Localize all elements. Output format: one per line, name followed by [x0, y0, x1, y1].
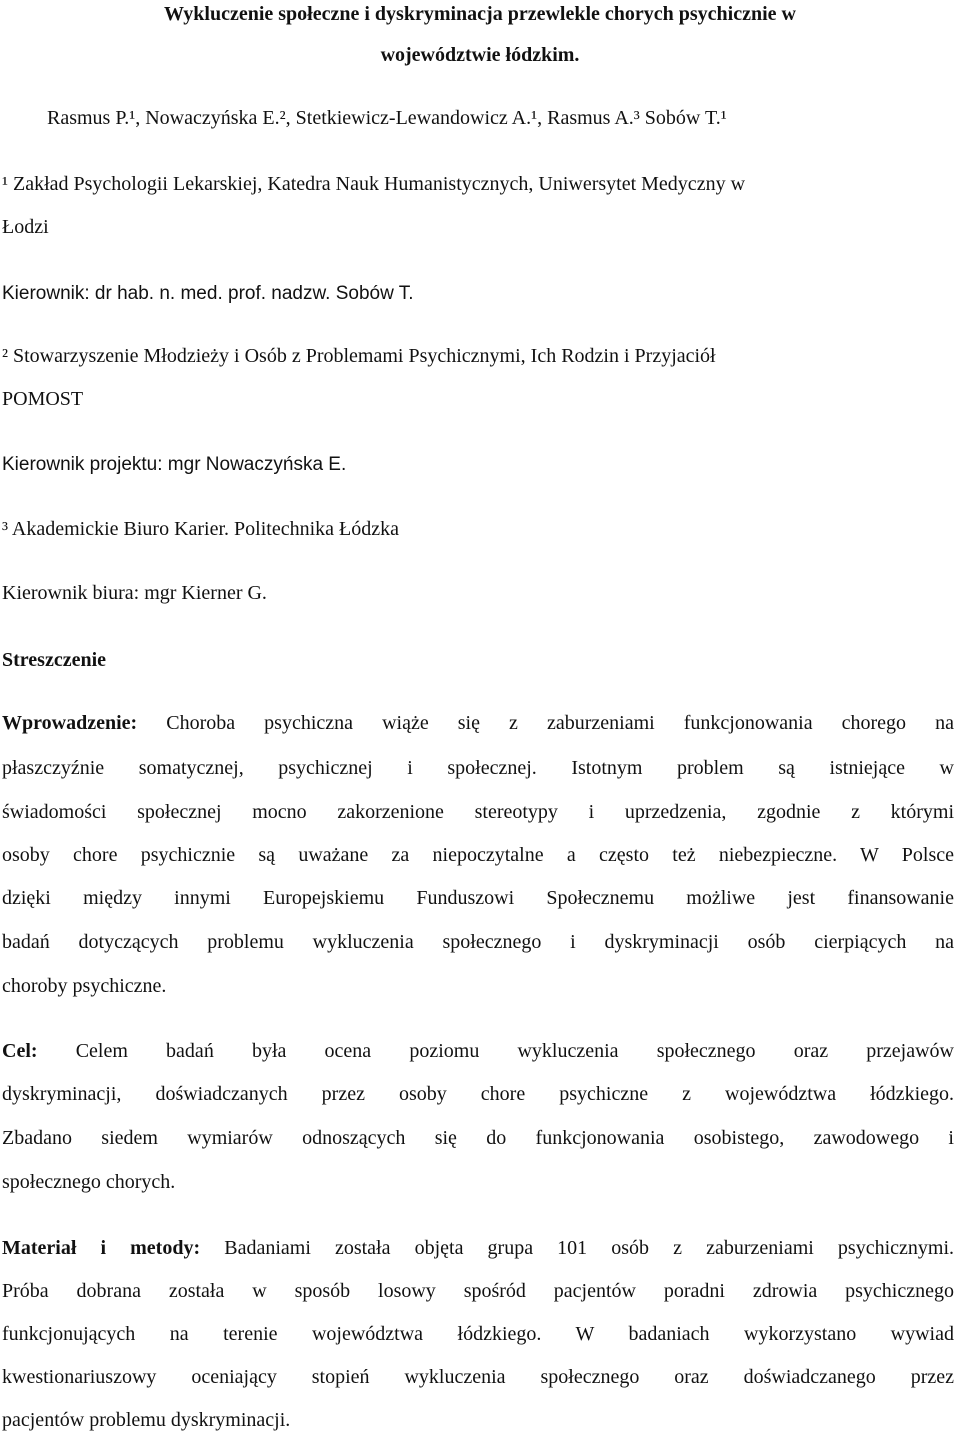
affiliation-3-head: Kierownik biura: mgr Kierner G.: [2, 582, 267, 604]
aim-label: Cel:: [2, 1040, 38, 1062]
author-list: Rasmus P.¹, Nowaczyńska E.², Stetkiewicz-Lewandowicz A.¹, Rasmus A.³ Sobów T.¹: [47, 107, 727, 129]
methods-label: Materiał i metody:: [2, 1237, 201, 1259]
affiliation-1-head: Kierownik: dr hab. n. med. prof. nadzw. Sobów T.: [2, 283, 414, 304]
methods-line-5: pacjentów problemu dyskryminacji.: [2, 1409, 291, 1431]
paper-title-line-2: województwie łódzkim.: [380, 44, 580, 66]
intro-line-5: dzięki między innymi Europejskiemu Funduszowi Społecznemu możliwe jest finansowanie: [2, 887, 954, 909]
methods-line-2: Próba dobrana została w sposób losowy spośród pacjentów poradni zdrowia psychicznego: [2, 1280, 954, 1302]
intro-line-4: osoby chore psychicznie są uważane za niepoczytalne a często też niebezpieczne. W Polsce: [2, 844, 954, 866]
aim-text-1: Celem badań była ocena poziomu wykluczenia społecznego oraz przejawów: [37, 1040, 954, 1062]
aim-line-2: dyskryminacji, doświadczanych przez osoby chore psychiczne z województwa łódzkiego.: [2, 1083, 954, 1105]
affiliation-3-line-1: ³ Akademickie Biuro Karier. Politechnika Łódzka: [2, 518, 399, 540]
intro-label: Wprowadzenie:: [2, 712, 138, 734]
methods-line-1: [2, 1236, 954, 1260]
intro-line-1: [2, 711, 954, 735]
methods-text-1: Badaniami została objęta grupa 101 osób z zaburzeniami psychicznymi.: [200, 1237, 955, 1259]
aim-line-1: [2, 1039, 954, 1063]
affiliation-1-line-1: ¹ Zakład Psychologii Lekarskiej, Katedra Nauk Humanistycznych, Uniwersytet Medyczny w: [2, 173, 746, 195]
paper-title-line-1: Wykluczenie społeczne i dyskryminacja przewlekle chorych psychicznie w: [164, 3, 796, 25]
affiliation-1-line-2: Łodzi: [2, 216, 49, 238]
intro-line-7: choroby psychiczne.: [2, 975, 167, 997]
abstract-heading: Streszczenie: [2, 649, 107, 671]
intro-line-2: płaszczyźnie somatycznej, psychicznej i społecznej. Istotnym problem są istniejące w: [2, 757, 954, 779]
intro-line-3: świadomości społecznej mocno zakorzenione stereotypy i uprzedzenia, zgodnie z którymi: [2, 801, 954, 823]
intro-text-1: Choroba psychiczna wiąże się z zaburzeniami funkcjonowania chorego na: [137, 712, 954, 734]
methods-line-3: funkcjonujących na terenie województwa łódzkiego. W badaniach wykorzystano wywiad: [2, 1323, 954, 1345]
affiliation-2-line-1: ² Stowarzyszenie Młodzieży i Osób z Problemami Psychicznymi, Ich Rodzin i Przyjaciół: [2, 345, 716, 367]
aim-line-3: Zbadano siedem wymiarów odnoszących się do funkcjonowania osobistego, zawodowego i: [2, 1127, 954, 1149]
intro-line-6: badań dotyczących problemu wykluczenia społecznego i dyskryminacji osób cierpiących na: [2, 931, 954, 953]
affiliation-2-head: Kierownik projektu: mgr Nowaczyńska E.: [2, 454, 347, 475]
aim-line-4: społecznego chorych.: [2, 1171, 176, 1193]
affiliation-2-line-2: POMOST: [2, 388, 84, 410]
methods-line-4: kwestionariuszowy oceniający stopień wykluczenia społecznego oraz doświadczanego przez: [2, 1366, 954, 1388]
